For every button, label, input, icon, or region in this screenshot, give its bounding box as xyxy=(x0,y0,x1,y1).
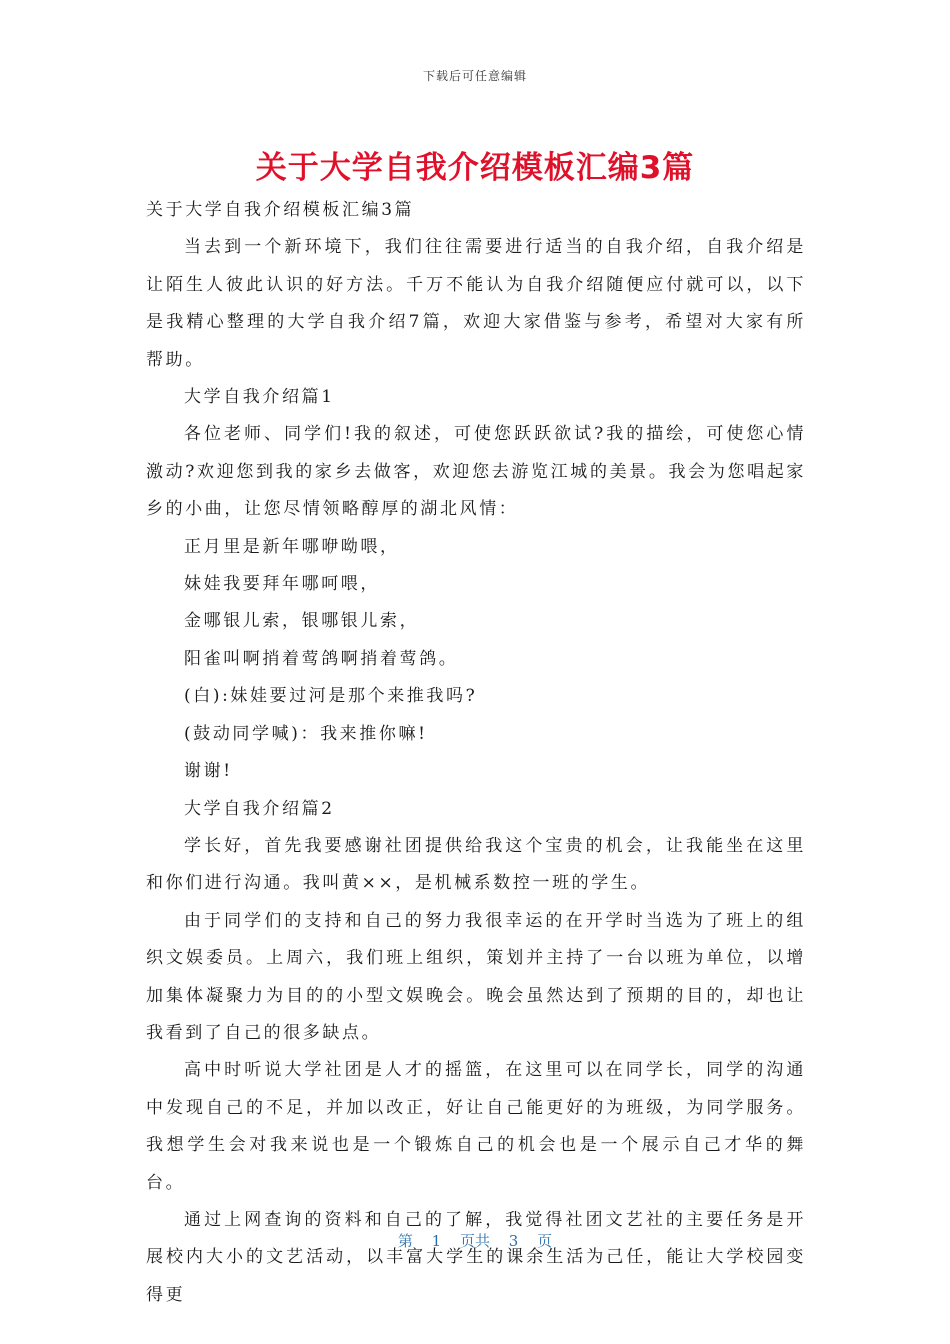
lyric-line: 正月里是新年哪咿呦喂， xyxy=(184,536,400,557)
header-note: 下载后可任意编辑 xyxy=(422,69,527,83)
paragraph: 由于同学们的支持和自己的努力我很幸运的在开学时当选为了班上的组织文娱委员。上周六，我们班上组织，策划并主持了一台以班为单位，以增加集体凝聚力为目的的小型文娱晚会。晚会虽然达到了预期的目的，却也让我看到了自己的很多缺点。 xyxy=(146,910,806,1043)
section-heading: 大学自我介绍篇1 xyxy=(184,387,335,408)
lyric-line: 金哪银儿索，银哪银儿索， xyxy=(184,611,420,632)
document-body xyxy=(146,192,806,1314)
paragraph: (鼓动同学喊)：我来推你嘛! xyxy=(184,723,428,744)
page-label-prefix: 第 xyxy=(397,1232,413,1250)
page-label-suffix: 页 xyxy=(537,1232,553,1250)
page-footer xyxy=(0,1230,950,1251)
lyric-line: 阳雀叫啊捎着莺鸽啊捎着莺鸽。 xyxy=(184,648,459,669)
paragraph: 关于大学自我介绍模板汇编3篇 xyxy=(146,200,415,220)
current-page-number: 1 xyxy=(431,1232,442,1250)
paragraph: 当去到一个新环境下，我们往往需要进行适当的自我介绍，自我介绍是让陌生人彼此认识的好方法。千万不能认为自我介绍随便应付就可以，以下是我精心整理的大学自我介绍7篇，欢迎大家借鉴与参考，希望对大家有所帮助。 xyxy=(146,237,806,370)
paragraph: (白):妹娃要过河是那个来推我吗? xyxy=(184,686,478,707)
paragraph: 通过上网查询的资料和自己的了解，我觉得社团文艺社的主要任务是开展校内大小的文艺活动，以丰富大学生的课余生活为己任，能让大学校园变得更 xyxy=(146,1209,806,1305)
paragraph: 谢谢! xyxy=(184,761,233,782)
document-title: 关于大学自我介绍模板汇编3篇 xyxy=(255,150,695,186)
page-label-middle: 页共 xyxy=(459,1232,490,1250)
total-page-count: 3 xyxy=(508,1232,519,1250)
lyric-line: 妹娃我要拜年哪呵喂， xyxy=(184,574,380,595)
paragraph: 学长好，首先我要感谢社团提供给我这个宝贵的机会，让我能坐在这里和你们进行沟通。我叫黄××，是机械系数控一班的学生。 xyxy=(146,835,806,894)
paragraph: 高中时听说大学社团是人才的摇篮，在这里可以在同学长，同学的沟通中发现自己的不足，并加以改正，好让自己能更好的为班级，为同学服务。我想学生会对我来说也是一个锻炼自己的机会也是一个展示自己才华的舞台。 xyxy=(146,1060,806,1193)
paragraph: 各位老师、同学们!我的叙述，可使您跃跃欲试?我的描绘，可使您心情激动?欢迎您到我的家乡去做客，欢迎您去游览江城的美景。我会为您唱起家乡的小曲，让您尽情领略醇厚的湖北风情： xyxy=(146,424,806,520)
section-heading: 大学自我介绍篇2 xyxy=(184,798,335,819)
